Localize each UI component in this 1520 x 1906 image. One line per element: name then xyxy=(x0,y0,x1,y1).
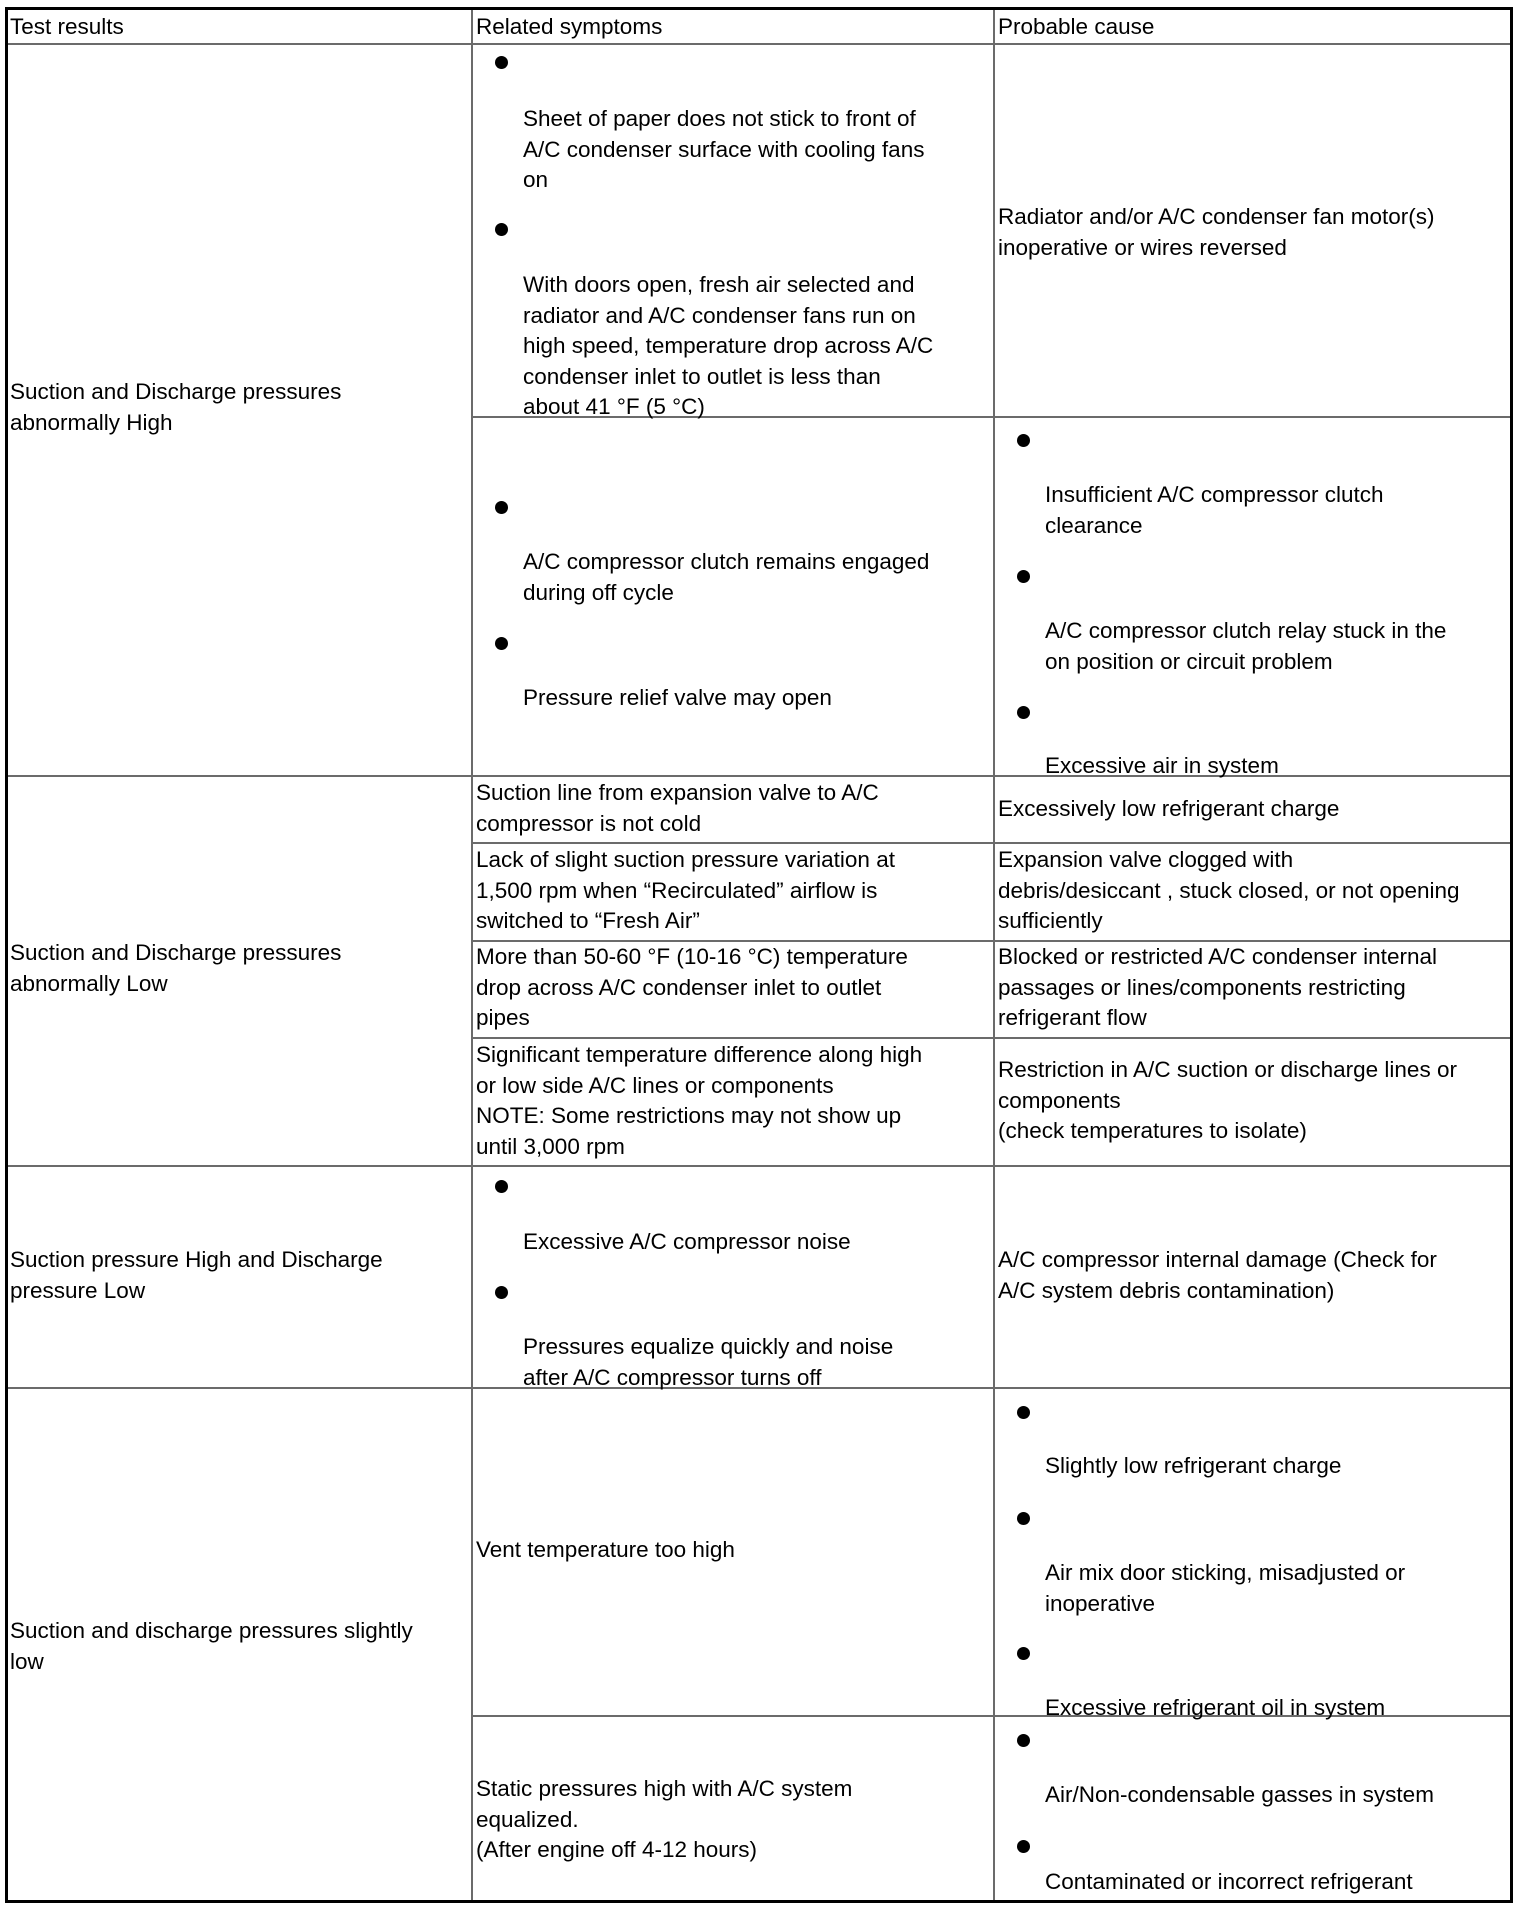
symptom-cell: More than 50-60 °F (10-16 °C) temperature drop across A/C condenser inlet to outlet pipes xyxy=(476,944,908,1030)
symptom-cell: Lack of slight suction pressure variation at 1,500 rpm when “Recirculated” airflow is switched to “Fresh Air” xyxy=(476,847,895,933)
column-divider xyxy=(993,10,995,1900)
bullet-icon xyxy=(1017,1734,1030,1747)
symptom-item: Sheet of paper does not stick to front of A/C condenser surface with cooling fans on xyxy=(523,106,925,192)
ac-diagnosis-table xyxy=(5,7,1513,1903)
test-result-cell: Suction and Discharge pressures abnormally Low xyxy=(10,940,342,996)
header-probable-cause: Probable cause xyxy=(998,14,1155,39)
bullet-icon xyxy=(1017,434,1030,447)
bullet-icon xyxy=(1017,1512,1030,1525)
row-divider xyxy=(8,43,1510,45)
bullet-icon xyxy=(495,223,508,236)
symptom-item: Excessive A/C compressor noise xyxy=(523,1229,851,1254)
bullet-icon xyxy=(495,1180,508,1193)
cause-item: Excessive air in system xyxy=(1045,753,1279,778)
cause-cell: Excessively low refrigerant charge xyxy=(998,796,1340,821)
bullet-icon xyxy=(495,56,508,69)
cause-item: Contaminated or incorrect refrigerant xyxy=(1045,1869,1413,1894)
cause-item: Insufficient A/C compressor clutch clearance xyxy=(1045,482,1384,538)
cause-item: Slightly low refrigerant charge xyxy=(1045,1453,1342,1478)
bullet-icon xyxy=(495,501,508,514)
bullet-icon xyxy=(1017,1840,1030,1853)
cause-cell: Restriction in A/C suction or discharge lines or components (check temperatures to isolate) xyxy=(998,1057,1457,1143)
cause-cell: Radiator and/or A/C condenser fan motor(s) inoperative or wires reversed xyxy=(998,204,1435,260)
symptom-cell: Static pressures high with A/C system equalized. (After engine off 4-12 hours) xyxy=(476,1776,853,1862)
symptom-cell: Vent temperature too high xyxy=(476,1537,735,1562)
cause-item: Excessive refrigerant oil in system xyxy=(1045,1695,1386,1720)
bullet-icon xyxy=(1017,570,1030,583)
bullet-icon xyxy=(495,1286,508,1299)
cause-cell: Expansion valve clogged with debris/desiccant , stuck closed, or not opening sufficiently xyxy=(998,847,1460,933)
bullet-icon xyxy=(1017,1647,1030,1660)
symptom-cell: Suction line from expansion valve to A/C compressor is not cold xyxy=(476,780,879,836)
cause-item: A/C compressor clutch relay stuck in the on position or circuit problem xyxy=(1045,618,1447,674)
bullet-icon xyxy=(495,637,508,650)
cause-item: Air mix door sticking, misadjusted or inoperative xyxy=(1045,1560,1406,1616)
row-divider xyxy=(8,775,1510,777)
header-related-symptoms: Related symptoms xyxy=(476,14,663,39)
test-result-cell: Suction pressure High and Discharge pressure Low xyxy=(10,1247,383,1303)
column-divider xyxy=(471,10,473,1900)
test-result-cell: Suction and discharge pressures slightly low xyxy=(10,1618,413,1674)
header-test-results: Test results xyxy=(10,14,124,39)
symptom-cell: Significant temperature difference along high or low side A/C lines or components NOTE: Some restrictions may not show up until 3,000 rpm xyxy=(476,1042,923,1159)
test-result-cell: Suction and Discharge pressures abnormally High xyxy=(10,379,342,435)
symptom-item: With doors open, fresh air selected and radiator and A/C condenser fans run on high speed, temperature drop across A/C condenser inlet to outlet is less than about 41 °F (5 °C) xyxy=(523,272,934,419)
cause-cell: A/C compressor internal damage (Check for A/C system debris contamination) xyxy=(998,1247,1437,1303)
symptom-item: A/C compressor clutch remains engaged during off cycle xyxy=(523,549,930,605)
row-divider xyxy=(8,1165,1510,1167)
row-divider xyxy=(473,842,1510,844)
symptom-item: Pressure relief valve may open xyxy=(523,685,832,710)
symptom-item: Pressures equalize quickly and noise after A/C compressor turns off xyxy=(523,1334,894,1390)
bullet-icon xyxy=(1017,706,1030,719)
row-divider xyxy=(473,1037,1510,1039)
cause-cell: Blocked or restricted A/C condenser internal passages or lines/components restricting refrigerant flow xyxy=(998,944,1437,1030)
bullet-icon xyxy=(1017,1406,1030,1419)
cause-item: Air/Non-condensable gasses in system xyxy=(1045,1782,1434,1807)
